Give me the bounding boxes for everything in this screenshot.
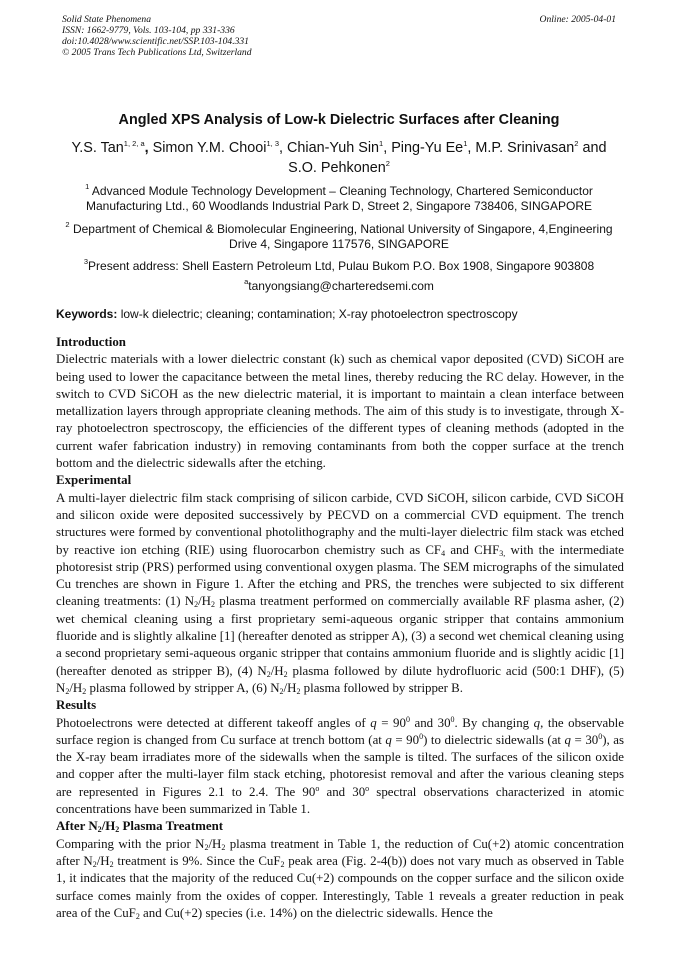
author-sup: 1 — [379, 139, 384, 148]
section-heading-results: Results — [56, 698, 97, 713]
author-name: S.O. Pehkonen — [288, 160, 386, 176]
paper-title: Angled XPS Analysis of Low-k Dielectric Surfaces after Cleaning — [118, 112, 560, 128]
paragraph-introduction: Dielectric materials with a lower dielectric constant (k) such as chemical vapor deposited (CVD) SiCOH are being used to lower the capacitance between the metal lines, thereby reducing the RC delay. However, in the switch to CVD SiCOH as the new dielectric material, it is important to maintain a clean interface between metallization layers through appropriate cleaning methods. The aim of this study is to investigate, through X-ray photoelectron spectroscopy, the efficiencies of the different types of cleaning methods (adopted in the current wafer fabrication industry) in removing contaminants from both the copper surface at the trench bottom and the dielectric sidewalls after the etching. — [56, 352, 624, 471]
copyright-line: © 2005 Trans Tech Publications Ltd, Switzerland — [62, 47, 252, 58]
journal-header — [62, 14, 252, 58]
section-heading-after-plasma: After $N_2/H_2$ Plasma Treatment — [56, 819, 224, 835]
author-sup: 2 — [385, 159, 390, 168]
affiliation-3: $^3$Present address: Shell Eastern Petroleum Ltd, Pulau Bukom P.O. Box 1908, Singapore 903808 — [83, 257, 595, 273]
corresponding-email: $^a$tanyongsiang@charteredsemi.com — [244, 277, 434, 293]
author-name: Simon Y.M. Chooi — [152, 140, 267, 156]
affiliation-1: $^1$ Advanced Module Technology Development – Cleaning Technology, Chartered Semiconductor Manufacturing Ltd., 60 Woodlands Industrial Park D, Street 2, Singapore 738406, SINGAPORE — [85, 182, 593, 213]
paragraph-after-plasma: Comparing with the prior $N_2/H_2$ plasma treatment in Table 1, the reduction of Cu(+2) atomic concentration after $N_2/H_2$ treatment is 9%. Since the CuF$_2$ peak area (Fig. 2-4(b)) does not vary much as observed in Table 1, it indicates that the majority of the reduced Cu(+2) compounds on the copper surface and the silicon oxide surface comes mainly from the oxides of copper. Interestingly, Table 1 reveals a greater reduction in peak area of the CuF$_2$ and Cu(+2) species (i.e. 14%) on the dielectric sidewalls. Hence the — [56, 836, 624, 921]
doi-line: doi:10.4028/www.scientific.net/SSP.103-104.331 — [62, 36, 249, 47]
affiliation-2: $^2$ Department of Chemical & Biomolecular Engineering, National University of Singapore, 4,Engineering Drive 4, Singapore 117576, SINGAPORE — [65, 220, 613, 251]
keywords-text: low-k dielectric; cleaning; contamination; X-ray photoelectron spectroscopy — [120, 307, 518, 321]
author-sup: 1 — [463, 139, 468, 148]
section-heading-introduction: Introduction — [56, 335, 126, 349]
section-heading-experimental: Experimental — [56, 473, 132, 488]
author-name: Chian-Yuh Sin — [287, 140, 380, 156]
keywords-label: Keywords: — [56, 307, 118, 321]
journal-name: Solid State Phenomena — [62, 14, 151, 25]
author-name: Ping-Yu Ee — [391, 140, 464, 156]
author-sup: 1, 3 — [266, 139, 280, 148]
author-name: Y.S. Tan — [71, 140, 124, 156]
author-sup: 2 — [574, 139, 579, 148]
issn-line: ISSN: 1662-9779, Vols. 103-104, pp 331-336 — [62, 25, 235, 36]
keywords — [56, 307, 518, 321]
paper-body — [56, 334, 624, 922]
author-sup: 1, 2, a — [123, 139, 145, 148]
author-list: Y.S. Tan$^{1, 2, a}$, Simon Y.M. Chooi$^{1, 3}$, Chian-Yuh Sin$^1$, Ping-Yu Ee$^1$, M.P. Srinivasan$^2$ and S.O. Pehkonen$^2$ — [71, 139, 607, 176]
paragraph-experimental: A multi-layer dielectric film stack comprising of silicon carbide, CVD SiCOH, silicon carbide, CVD SiCOH and silicon oxide were deposited successively by PECVD on a commercial CVD equipment. The trench structures were formed by conventional photolithography and the multi-layer dielectric film stack was etched by reactive ion etching (RIE) using fluorocarbon chemistry such as $CF_4$ and $CHF_{3,}$ with the intermediate photoresist strip (PRS) performed using conventional oxygen plasma. The SEM micrographs of the simulated Cu trenches are shown in Figure 1. After the etching and PRS, the trenches were subjected to six different cleaning treatments: (1) $N_2/H_2$ plasma treatment performed on commercially available RF plasma asher, (2) wet chemical cleaning using a first proprietary semi-aqueous organic stripper that contains ammonium fluoride and is slightly alkaline [1] (hereafter denoted as stripper A), (3) a second wet chemical cleaning using a second proprietary semi-aqueous organic stripper that contains ammonium fluoride and is slightly acidic [1] (hereafter denoted as stripper B), (4) $N_2/H_2$ plasma followed by dilute hydrofluoric acid (500:1 DHF), (5) $N_2/H_2$ plasma followed by stripper A, (6) $N_2/H_2$ plasma followed by stripper B. — [56, 490, 624, 696]
online-date: Online: 2005-04-01 — [539, 14, 616, 25]
author-name: M.P. Srinivasan — [475, 140, 575, 156]
paragraph-results: Photoelectrons were detected at different takeoff angles of $q = 90^0$ and $30^0$. By changing q, the observable surface region is changed from Cu surface at trench bottom (at $q = 90^0$) to dielectric sidewalls (at $q = 30^0$), as the X-ray beam irradiates more of the sidewalls when the sample is tilted. The surfaces of the silicon oxide and copper after the multi-layer film stack etching, photoresist removal and after the various cleaning steps are represented in Figures 2.1 to 2.4. The 90$^o$ and 30$^o$ spectral observations characterized in atomic concentrations have been summarized in Table 1. — [56, 714, 624, 817]
